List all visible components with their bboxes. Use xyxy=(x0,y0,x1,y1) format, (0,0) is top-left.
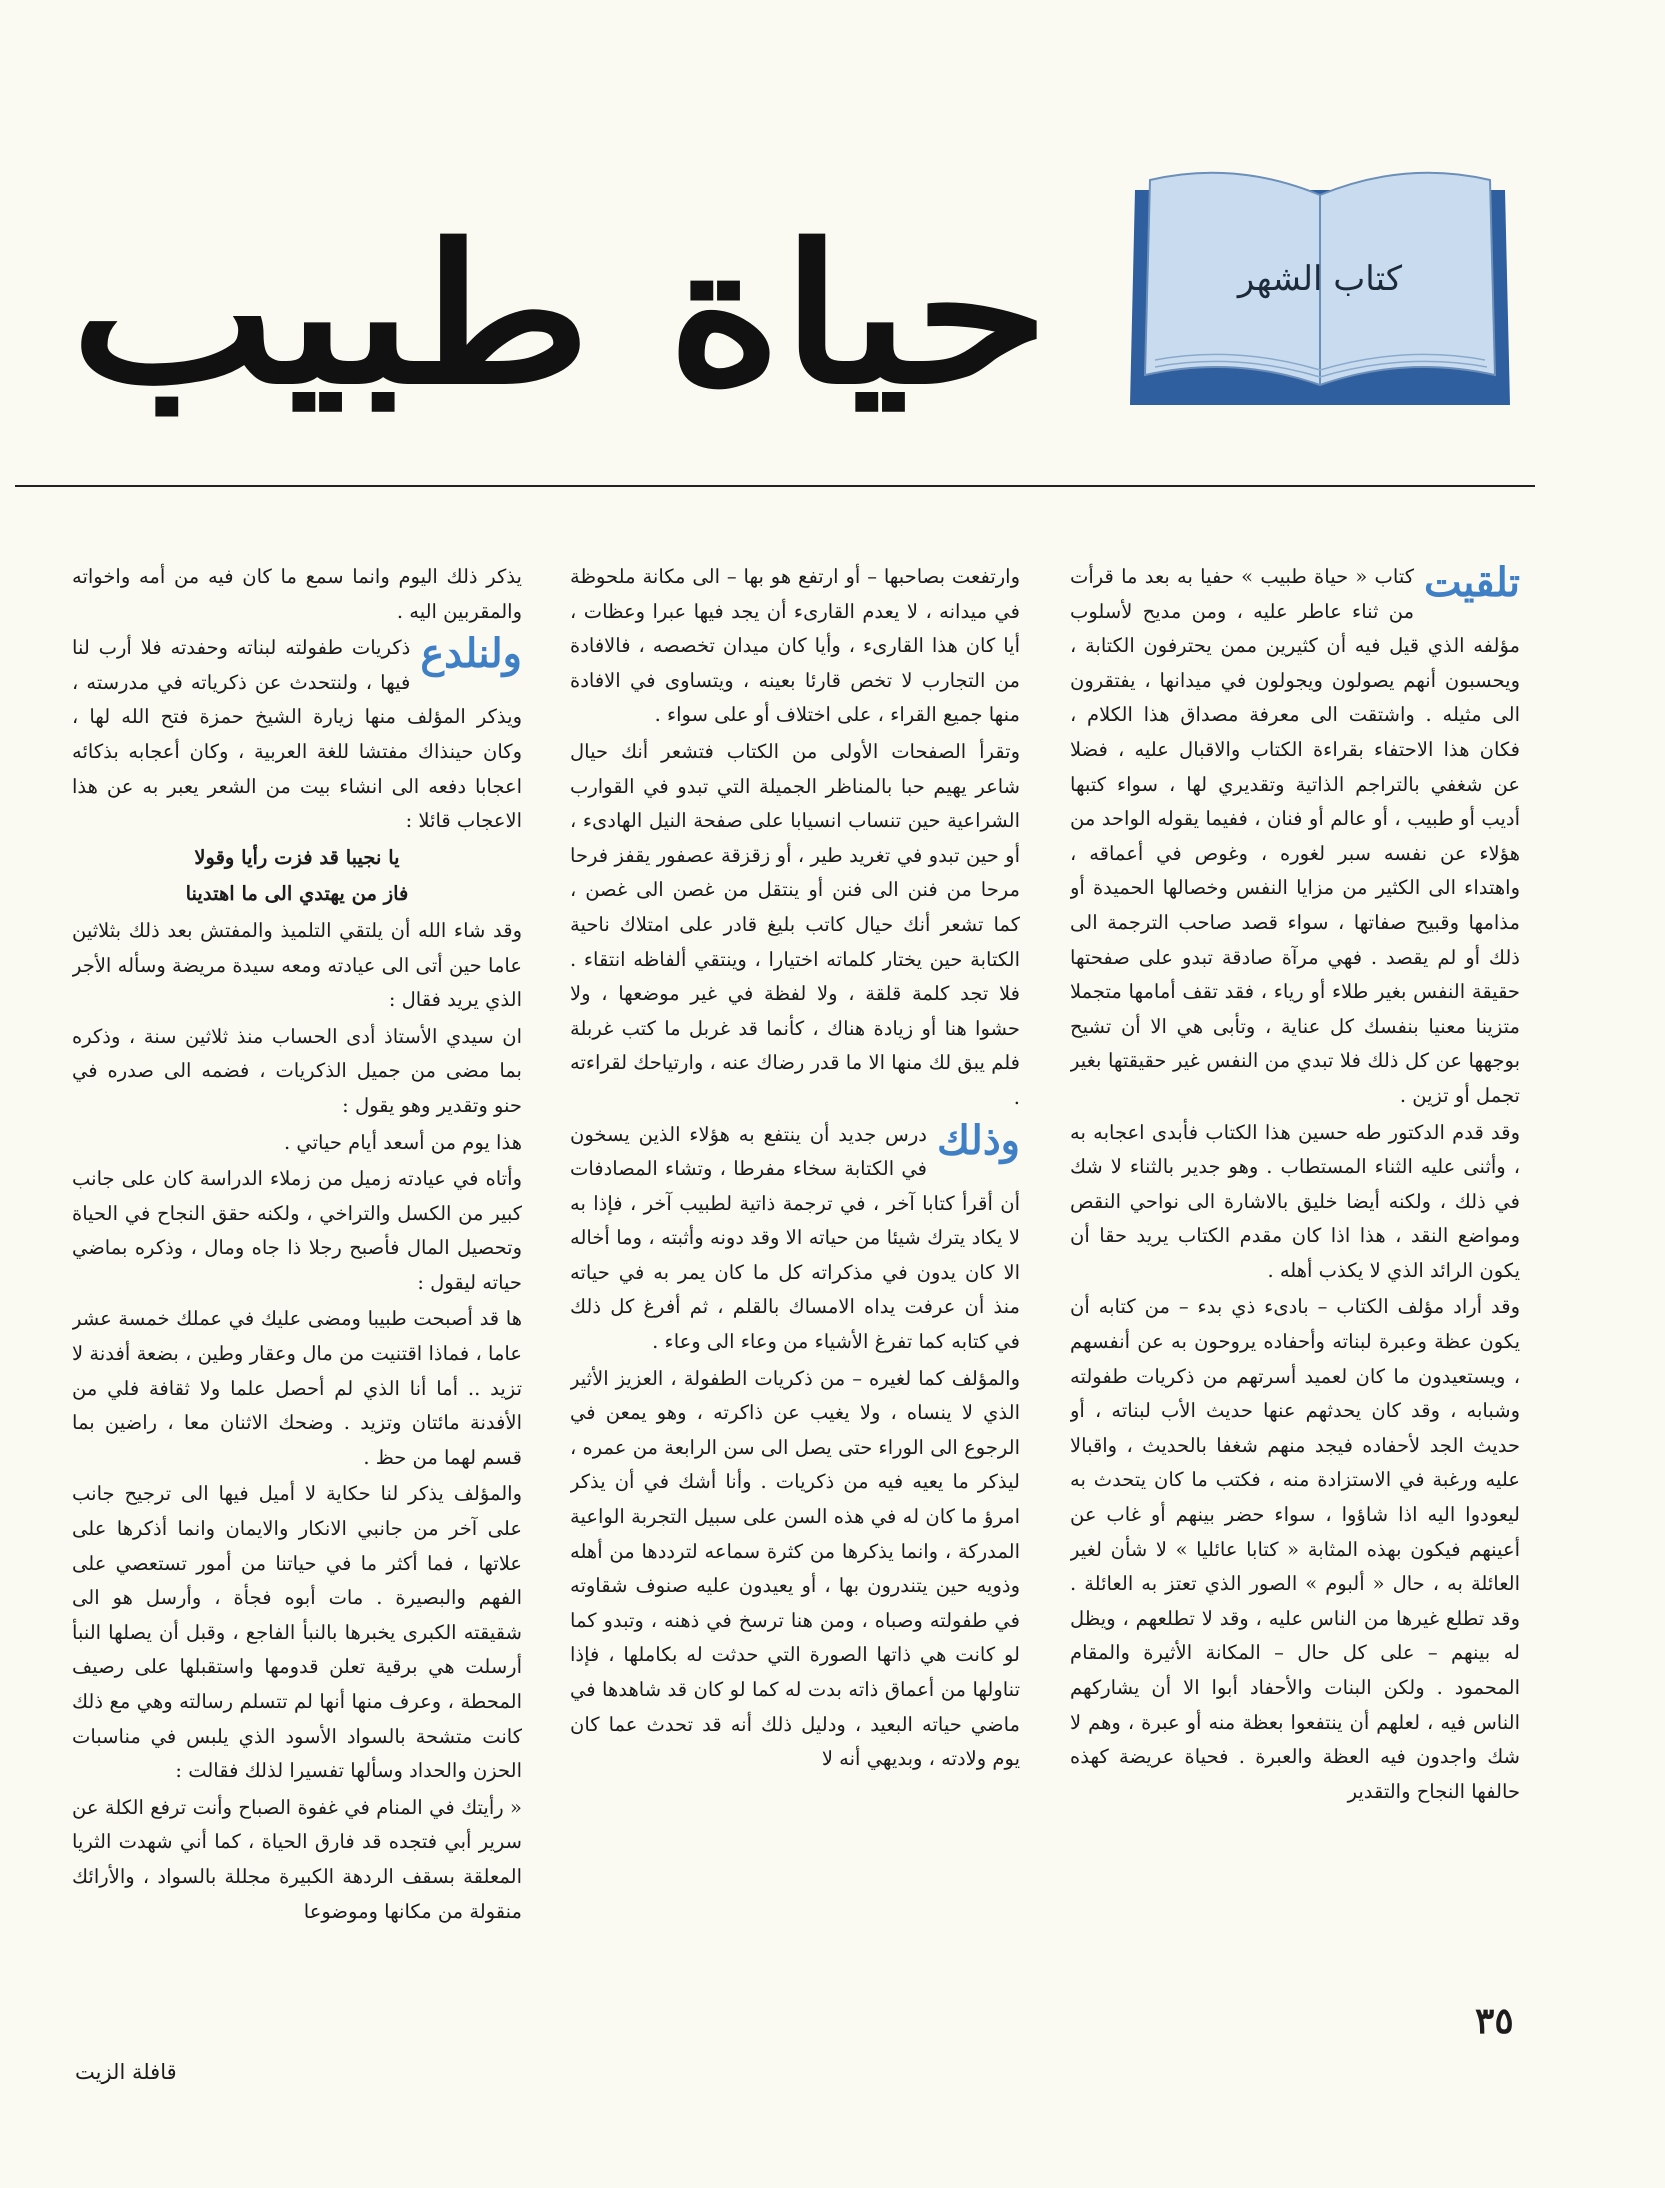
paragraph: وقد أراد مؤلف الكتاب – بادىء ذي بدء – من كتابه أن يكون عظة وعبرة لبناته وأحفاده يروحون به عن أنفسهم ، ويستعيدون ما كان لعميد أسرتهم من ذكريات طفولته وشبابه ، وقد كان يحدثهم عنها حديث الأب لبناته ، أو حديث الجد لأحفاده فيجد منهم شغفا بالحديث ، واقبالا عليه ورغبة في الاستزادة منه ، فكتب ما كان يتحدث به ليعودوا اليه اذا شاؤوا ، سواء حضر بينهم أو غاب عن أعينهم فيكون بهذه المثابة « كتابا عائليا » لا شأن لغير العائلة به ، حال « ألبوم » الصور الذي تعتز به العائلة . وقد تطلع غيرها من الناس عليه ، وقد لا تطلعهم ، ويظل له بينهم – على كل حال – المكانة الأثيرة والمقام المحمود . ولكن البنات والأحفاد أبوا الا أن يشاركهم الناس فيه ، لعلهم أن ينتفعوا بعظة منه أو عبرة ، وهم لا شك واجدون فيه العظة والعبرة . فحياة عريضة كهذه حالفها النجاح والتقدير xyxy=(1070,1295,1520,1803)
paragraph: ها قد أصبحت طبيبا ومضى عليك في عملك خمسة عشر عاما ، فماذا اقتنيت من مال وعقار وطين ، بضعة أفدنة لا تزيد .. أما أنا الذي لم أحصل علما ولا ثقافة فلي من الأفدنة مائتان وتزيد . وضحك الاثنان معا ، راضين بما قسم لهما من حظ . xyxy=(72,1307,522,1469)
paragraph: وارتفعت بصاحبها – أو ارتفع هو بها – الى مكانة ملحوظة في ميدانه ، لا يعدم القارىء أن يجد فيها عبرا وعظات ، أيا كان هذا القارىء ، وأيا كان ميدان تخصصه ، فالافادة من التجارب لا تخص قارئا بعينه ، ويتساوى في الافادة منها جميع القراء ، على اختلاف أو على سواء . xyxy=(570,565,1020,727)
paragraph: وقد قدم الدكتور طه حسين هذا الكتاب فأبدى اعجابه به ، وأثنى عليه الثناء المستطاب . وهو جدير بالثناء لا شك في ذلك ، ولكنه أيضا خليق بالاشارة الى نواحي النقص ومواضع النقد ، هذا اذا كان مقدم الكتاب يريد حقا أن يكون الرائد الذي لا يكذب أهله . xyxy=(1070,1120,1520,1282)
page-number: ٣٥ xyxy=(1475,2000,1514,2042)
paragraph: ان سيدي الأستاذ أدى الحساب منذ ثلاثين سنة ، وذكره بما مضى من جميل الذكريات ، فضمه الى صدره في حنو وتقدير وهو يقول : xyxy=(72,1024,522,1117)
paragraph: يذكر ذلك اليوم وانما سمع ما كان فيه من أمه واخواته والمقربين اليه . xyxy=(72,565,522,623)
column-right xyxy=(1070,560,1520,1950)
paragraph: والمؤلف يذكر لنا حكاية لا أميل فيها الى ترجيح جانب على آخر من جانبي الانكار والايمان وانما أذكرها على علاتها ، فما أكثر ما في حياتنا من أمور تستعصي على الفهم والبصيرة . مات أبوه فجأة ، وأرسل هو الى شقيقته الكبرى يخبرها بالنبأ الفاجع ، وقبل أن يصلها النبأ أرسلت هي برقية تعلن قدومها واستقبلها على رصيف المحطة ، وعرف منها أنها لم تتسلم رسالته وهي مع ذلك كانت متشحة بالسواد الأسود الذي يلبس في مناسبات الحزن والحداد وسألها تفسيرا لذلك فقالت : xyxy=(72,1482,522,1783)
verse-line: يا نجيبا قد فزت رأيا وقولا xyxy=(194,845,400,869)
column-left xyxy=(72,560,522,1950)
verse-line: فاز من يهتدي الى ما اهتدينا xyxy=(185,882,409,906)
header-divider xyxy=(15,485,1535,487)
paragraph: « رأيتك في المنام في غفوة الصباح وأنت ترفع الكلة عن سرير أبي فتجده قد فارق الحياة ، كما أني شهدت الثريا المعلقة بسقف الردهة الكبيرة مجللة بالسواد ، والأرائك منقولة من مكانها وموضوعا xyxy=(72,1795,522,1923)
paragraph: وتقرأ الصفحات الأولى من الكتاب فتشعر أنك حيال شاعر يهيم حبا بالمناظر الجميلة التي تبدو في القوارب الشراعية حين تنساب انسيابا على صفحة النيل الهادىء ، أو حين تبدو في تغريد طير ، أو زقزقة عصفور يقفز فرحا مرحا من فنن الى فنن أو ينتقل من غصن الى غصن ، كما تشعر أنك حيال كاتب بليغ قادر على امتلاك ناحية الكتابة حين يختار كلماته اختيارا ، وينتقي ألفاظه انتقاء . فلا تجد كلمة قلقة ، ولا لفظة في غير موضعها ، ولا حشوا هنا أو زيادة هناك ، كأنما قد غربل ما كتب غربلة فلم يبق لك منها الا ما قدر رضاك عنه ، وارتياحك لقراءته . xyxy=(570,739,1020,1109)
paragraph xyxy=(72,631,522,839)
paragraph: والمؤلف كما لغيره – من ذكريات الطفولة ، العزيز الأثير الذي لا ينساه ، ولا يغيب عن ذاكرته ، وهو يمعن في الرجوع الى الوراء حتى يصل الى سن الرابعة من عمره ، ليذكر ما يعيه فيه من ذكريات . وأنا أشك في أن يذكر امرؤ ما كان له في هذه السن على سبيل التجربة الواعية المدركة ، وانما يذكرها من كثرة سماعه لترددها من أهله وذويه حين يتندرون بها ، أو يعيدون عليه صنوف شقاوته في طفولته وصباه ، ومن هنا ترسخ في ذهنه ، وتبدو كما لو كانت هي ذاتها الصورة التي حدثت له بكاملها ، فإذا تناولها من أعماق ذاته بدت له كما لو كان قد شاهدها في ماضي حياته البعيد ، ودليل ذلك أنه قد تحدث عما كان يوم ولادته ، وبديهي أنه لا xyxy=(570,1366,1020,1771)
book-label: كتاب الشهر xyxy=(1237,259,1403,299)
paragraph: هذا يوم من أسعد أيام حياتي . xyxy=(283,1130,522,1154)
footer-publication: قافلة الزيت xyxy=(75,2060,177,2084)
section-head-left: ولنلدع xyxy=(420,630,522,678)
paragraph: كتاب « حياة طبيب » حفيا به بعد ما قرأت من ثناء عاطر عليه ، ومن مديح لأسلوب مؤلفه الذي قيل فيه أن كثيرين ممن يحترفون الكتابة ، ويحسبون أنهم يصولون ويجولون في ميدانها ، يفتقرون الى مثيله . واشتقت الى معرفة مصداق هذا الكلام ، فكان هذا الاحتفاء بقراءة الكتاب والاقبال عليه ، فضلا عن شغفي بالتراجم الذاتية وتقديري لها ، سواء كتبها أديب أو طبيب ، أو عالم أو فنان ، ففيما يقوله الواحد من هؤلاء عن نفسه سبر لغوره ، وغوص في أعماقه ، واهتداء الى الكثير من مزايا النفس وخصالها الحميدة أو مذامها وقبيح صفاتها ، سواء قصد صاحب الترجمة الى ذلك أو لم يقصد . فهي مرآة صادقة تبدو على صفحتها حقيقة النفس بغير طلاء أو رياء ، فقد تقف أمامها متجملا متزينا معنيا بنفسك كل عناية ، وتأبى هي الا أن تشيح بوجهها عن كل ذلك فلا تبدي من النفس غير حقيقتها بغير تجمل أو تزين . xyxy=(1070,565,1520,1107)
paragraph-text: درس جديد أن ينتفع به هؤلاء الذين يسخون في الكتابة سخاء مفرطا ، وتشاء المصادفات أن أقرأ كتابا آخر ، في ترجمة ذاتية لطبيب آخر ، فإذا به لا يكاد يترك شيئا من حياته الا وقد دونه وأثبته ، وما أخاله الا كان يدون في مذكراته كل ما كان يمر به في حياته منذ أن عرفت يداه الامساك بالقلم ، ثم أفرغ كل ذلك في كتابه كما تفرغ الأشياء من وعاء الى وعاء . xyxy=(570,1122,1020,1354)
article-title: حياة طبيب xyxy=(70,203,1050,426)
paragraph-text: ذكريات طفولته لبناته وحفدته فلا أرب لنا فيها ، ولنتحدث عن ذكرياته في مدرسته ، ويذكر المؤلف منها زيارة الشيخ حمزة فتح الله لها ، وكان حينذاك مفتشا للغة العربية ، وكان أعجابه بذكائه اعجابا دفعه الى انشاء بيت من الشعر يعبر به عن هذا الاعجاب قائلا : xyxy=(72,636,522,833)
column-middle xyxy=(570,560,1020,1950)
open-book-icon xyxy=(1125,160,1515,410)
section-head-right: تلقيت xyxy=(1424,560,1520,606)
section-head-middle: وذلك xyxy=(936,1116,1020,1164)
paragraph xyxy=(570,1118,1020,1360)
paragraph: وقد شاء الله أن يلتقي التلميذ والمفتش بعد ذلك بثلاثين عاما حين أتى الى عيادته ومعه سيدة مريضة وسأله الأجر الذي يريد فقال : xyxy=(72,918,522,1012)
paragraph: وأتاه في عيادته زميل من زملاء الدراسة كان على جانب كبير من الكسل والتراخي ، ولكنه حقق النجاح في الحياة وتحصيل المال فأصبح رجلا ذا جاه ومال ، وذكره بماضي حياته ليقول : xyxy=(72,1167,522,1294)
